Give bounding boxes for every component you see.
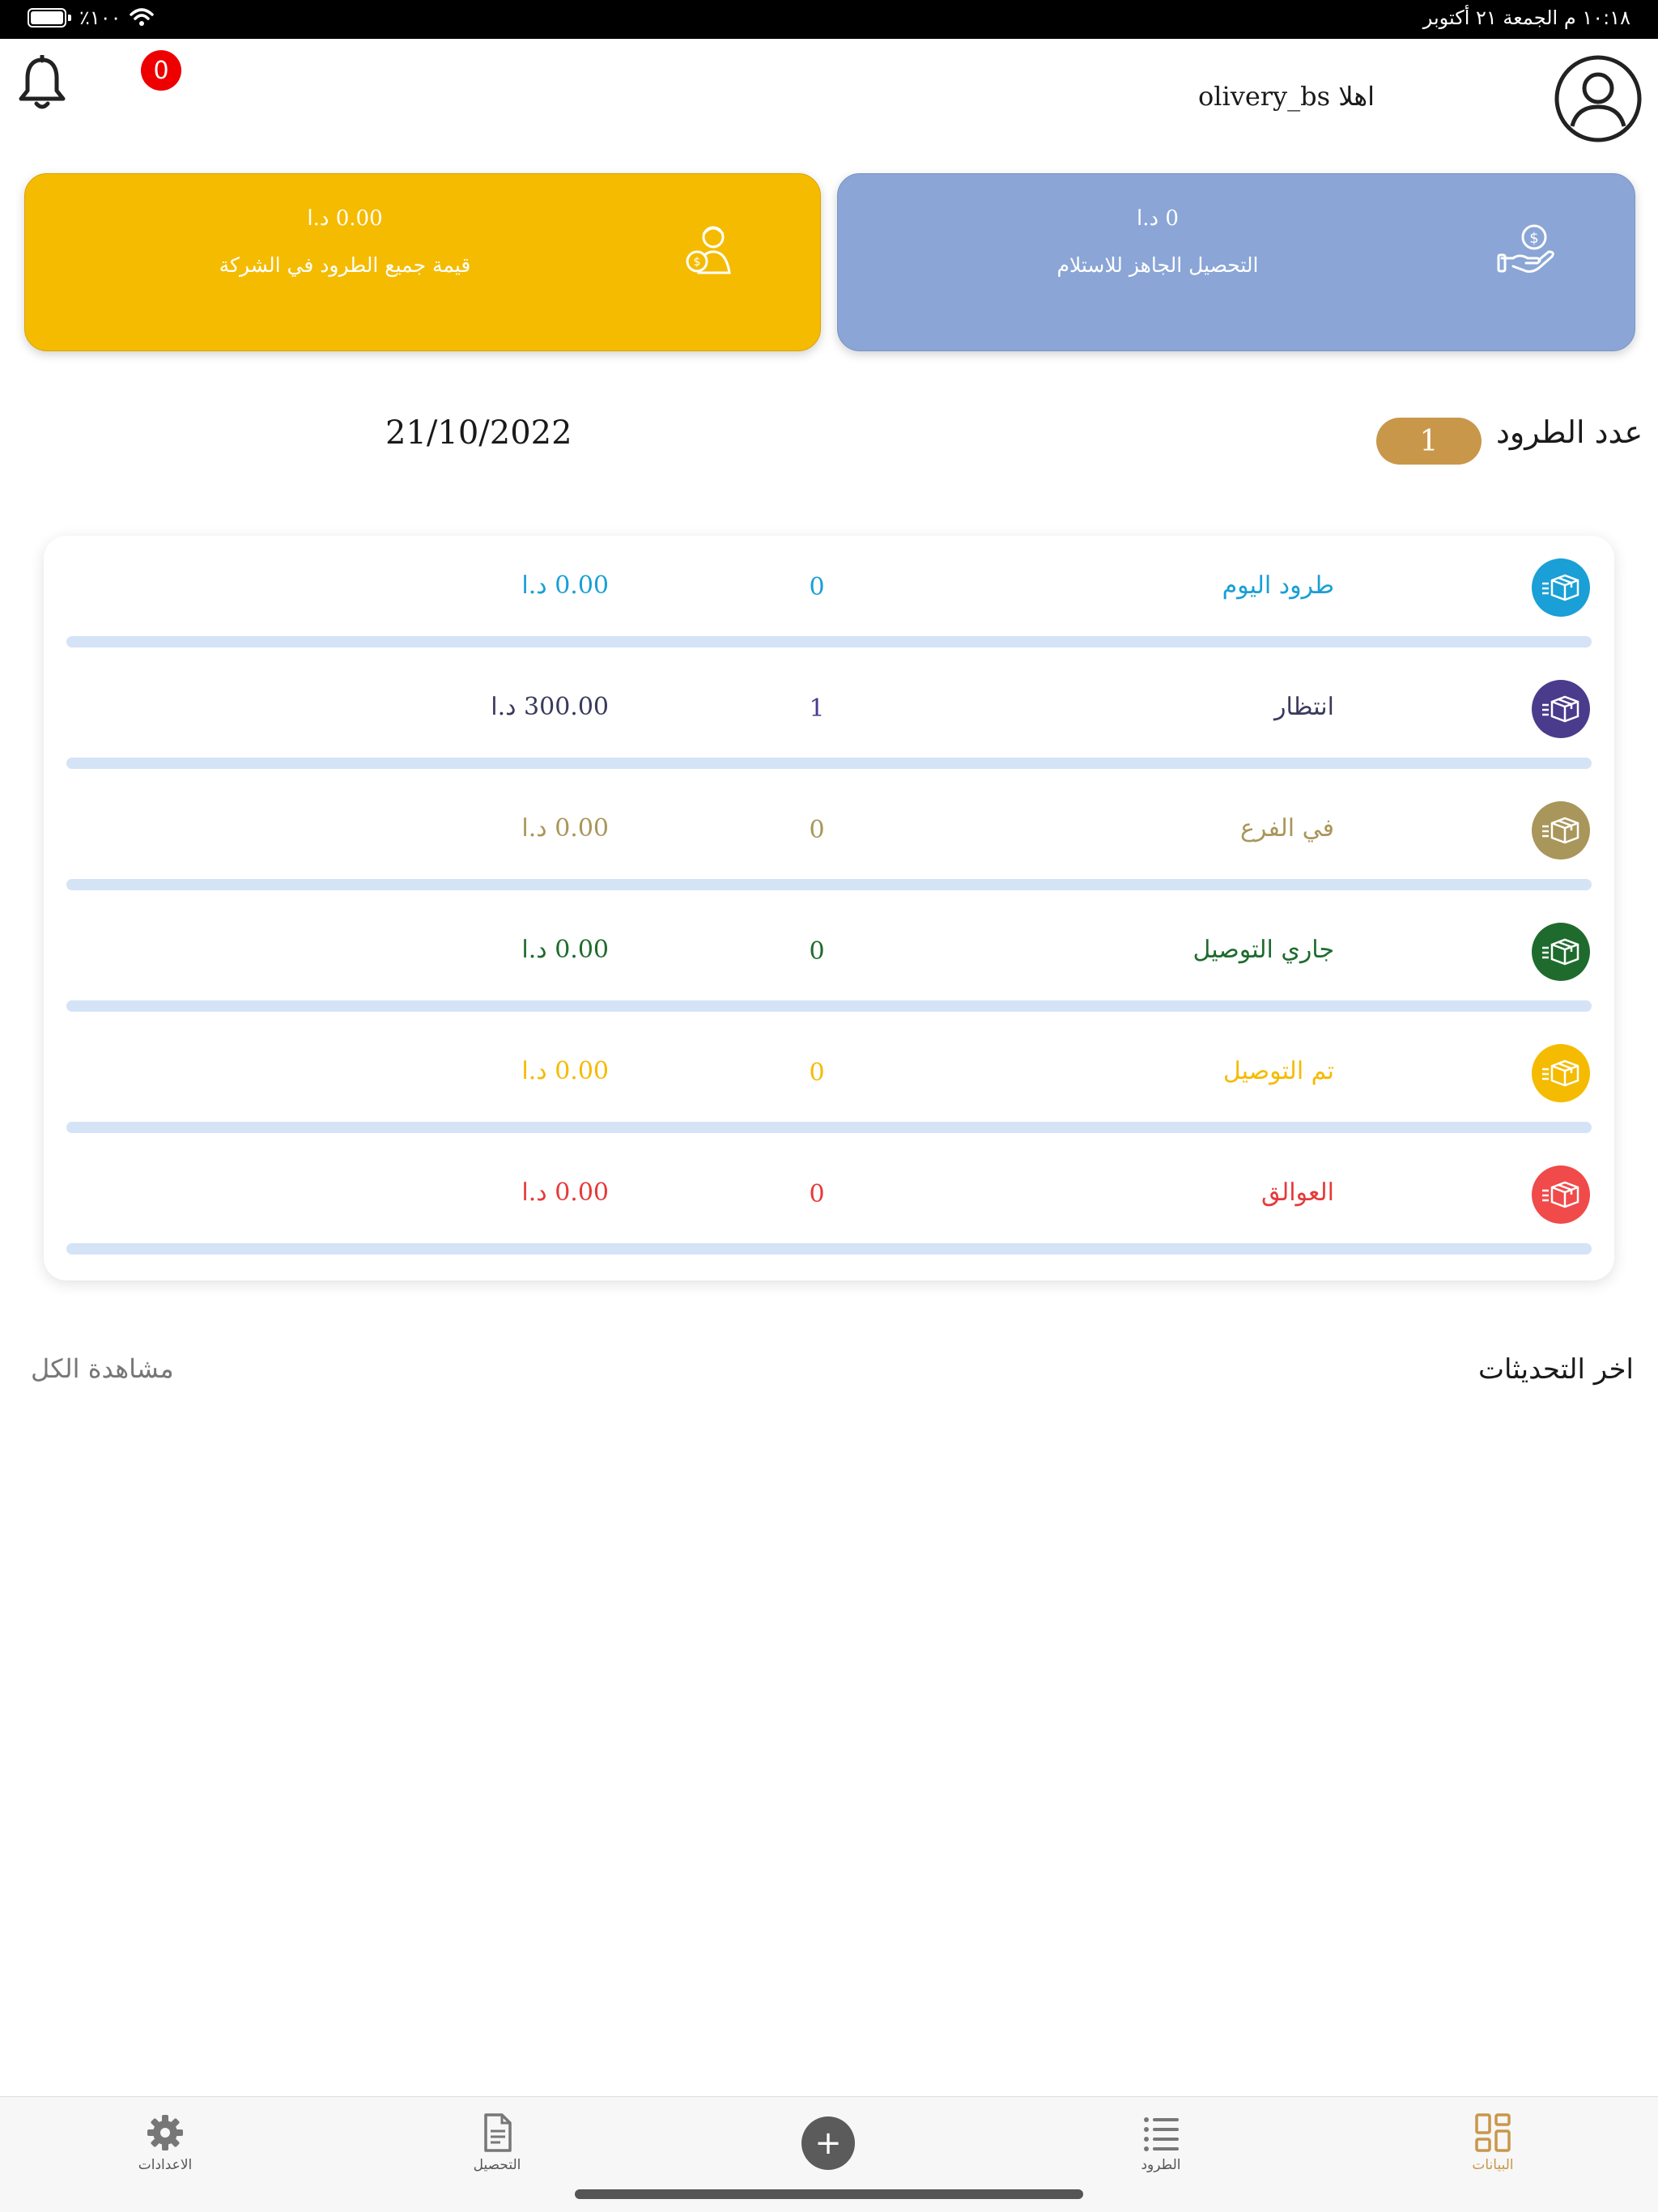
gear-icon	[142, 2110, 188, 2155]
box-icon	[1532, 1165, 1590, 1224]
status-amount: 0.00 د.ا	[521, 571, 609, 600]
bottom-tab-bar	[0, 2096, 1658, 2212]
latest-updates-title: اخر التحديثات	[1478, 1353, 1634, 1386]
status-label: انتظار	[1274, 693, 1334, 721]
status-row-delivered[interactable]	[44, 1021, 1614, 1143]
status-amount: 300.00 د.ا	[491, 693, 609, 721]
document-icon	[474, 2110, 520, 2155]
box-icon	[1532, 923, 1590, 981]
status-label: جاري التوصيل	[1192, 936, 1334, 964]
greeting	[1198, 81, 1375, 112]
row-divider	[66, 879, 1592, 890]
parcels-count-label: عدد الطرود	[1496, 414, 1643, 450]
view-all-link[interactable]: مشاهدة الكل	[31, 1353, 174, 1384]
add-parcel-button[interactable]	[801, 2116, 855, 2170]
row-divider	[66, 1122, 1592, 1133]
parcel-status-panel	[44, 536, 1614, 1280]
tab-settings[interactable]	[84, 2110, 246, 2173]
tab-label: التحصيل	[473, 2157, 521, 2173]
box-icon	[1532, 1044, 1590, 1102]
wifi-icon	[130, 8, 154, 28]
home-indicator	[575, 2189, 1083, 2199]
status-label: في الفرع	[1240, 814, 1334, 843]
date-display[interactable]: 21/10/2022	[385, 414, 572, 452]
card-label: قيمة جميع الطرود في الشركة	[219, 253, 471, 277]
box-icon	[1532, 558, 1590, 617]
tab-parcels[interactable]	[1080, 2110, 1242, 2173]
notification-badge[interactable]: 0	[141, 50, 181, 91]
status-row-today[interactable]	[44, 536, 1614, 657]
status-count: 0	[809, 573, 825, 601]
hand-coin-icon	[1497, 219, 1557, 279]
status-count: 0	[809, 1059, 825, 1087]
battery-icon	[28, 8, 66, 28]
status-count: 0	[809, 937, 825, 966]
status-time-date: ١٠:١٨ م الجمعة ٢١ أكتوبر	[1422, 6, 1630, 29]
greeting-word: اهلا	[1338, 81, 1375, 112]
card-amount: 0.00 د.ا	[307, 206, 383, 231]
person-money-icon	[681, 219, 741, 279]
box-icon	[1532, 680, 1590, 738]
status-indicators	[28, 6, 154, 29]
status-count: 0	[809, 816, 825, 844]
battery-percentage: ٪١٠٠	[79, 6, 121, 29]
tab-collection[interactable]	[416, 2110, 578, 2173]
status-row-in-branch[interactable]	[44, 779, 1614, 900]
box-icon	[1532, 801, 1590, 860]
list-icon	[1138, 2110, 1184, 2155]
row-divider	[66, 1243, 1592, 1255]
tab-label: الاعدادات	[138, 2157, 193, 2173]
status-row-waiting[interactable]	[44, 657, 1614, 779]
card-amount: 0 د.ا	[1137, 206, 1179, 231]
parcels-count-badge: 1	[1376, 418, 1482, 465]
tab-label: الطرود	[1141, 2157, 1181, 2173]
svg-text:$: $	[693, 256, 701, 269]
username: olivery_bs	[1198, 81, 1331, 112]
svg-text:$: $	[1529, 230, 1539, 247]
card-total-parcels-value[interactable]	[24, 173, 821, 351]
bell-icon[interactable]	[16, 55, 68, 112]
profile-avatar-icon[interactable]	[1553, 53, 1643, 144]
row-divider	[66, 758, 1592, 769]
status-amount: 0.00 د.ا	[521, 936, 609, 964]
dashboard-icon	[1470, 2110, 1516, 2155]
plus-icon: +	[814, 2125, 842, 2162]
status-row-out-for-delivery[interactable]	[44, 900, 1614, 1021]
card-ready-collection[interactable]	[837, 173, 1635, 351]
status-count: 1	[809, 694, 825, 723]
status-label: العوالق	[1261, 1178, 1334, 1207]
status-amount: 0.00 د.ا	[521, 1057, 609, 1085]
status-label: طرود اليوم	[1222, 571, 1334, 600]
tab-dashboard[interactable]	[1412, 2110, 1574, 2173]
status-label: تم التوصيل	[1222, 1057, 1334, 1085]
status-amount: 0.00 د.ا	[521, 814, 609, 843]
row-divider	[66, 636, 1592, 647]
status-bar	[0, 0, 1658, 39]
status-amount: 0.00 د.ا	[521, 1178, 609, 1207]
row-divider	[66, 1000, 1592, 1012]
status-row-stuck[interactable]	[44, 1143, 1614, 1264]
tab-label: البيانات	[1472, 2157, 1514, 2173]
status-count: 0	[809, 1180, 825, 1208]
card-label: التحصيل الجاهز للاستلام	[1056, 253, 1259, 277]
